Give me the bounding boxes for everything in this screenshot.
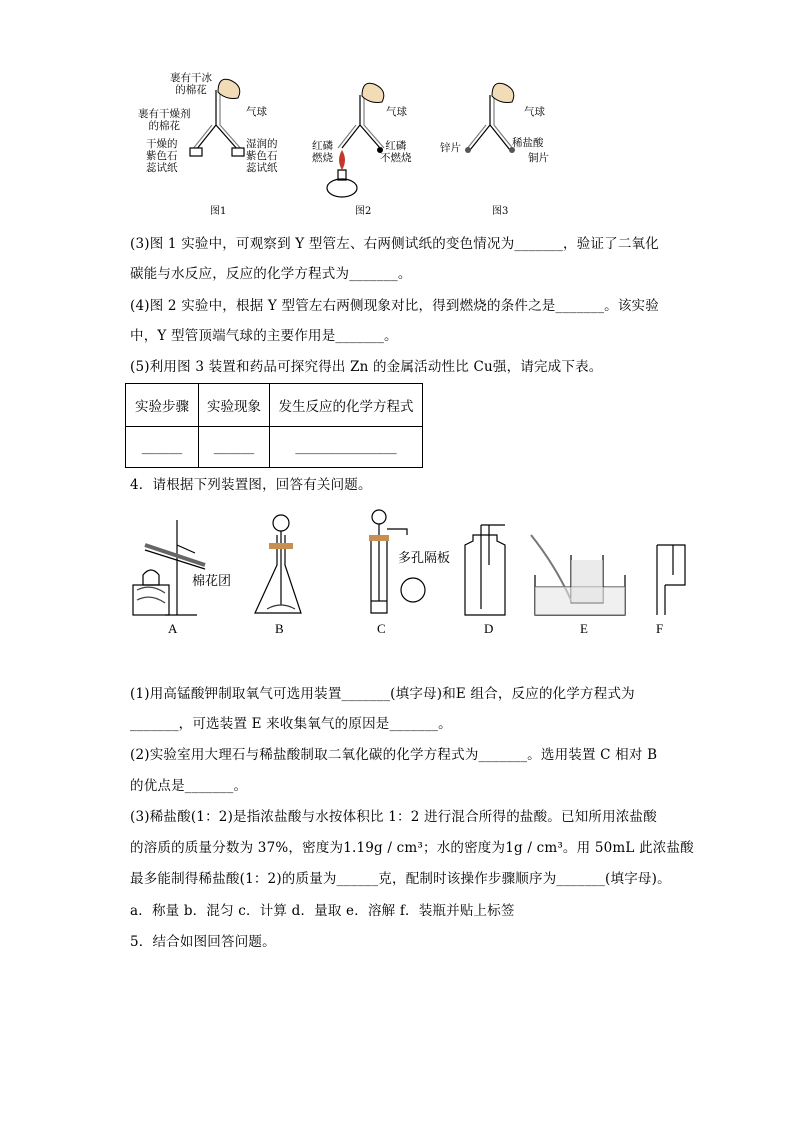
table-cell-blank[interactable]: _______________ [270,427,423,468]
label-wet-litmus: 湿润的 紫色石 蕊试纸 [246,138,278,174]
q4-part2-line2: 的优点是_______。 [130,778,248,794]
answer-table [125,383,423,468]
label-red-phosphorus-not-burning: 红磷 不燃烧 [380,140,412,164]
label-cotton-ball: 棉花团 [192,574,232,589]
apparatus-label-f: F [656,621,664,636]
apparatus-label-a: A [168,621,178,636]
label-dry-litmus: 干燥的 紫色石 蕊试纸 [146,138,178,174]
apparatus-label-d: D [484,621,494,636]
flame-icon [339,150,345,170]
label-dilute-hcl: 稀盐酸 [512,137,544,149]
label-dry-ice-cotton: 裹有干冰 的棉花 [170,72,212,96]
label-desiccant-cotton: 裹有干燥剂 的棉花 [138,108,191,132]
table-cell-blank[interactable]: ______ [199,427,270,468]
q4-part3-line3: 最多能制得稀盐酸(1：2)的质量为______克，配制时该操作步骤顺序为_______(填字母)。 [130,871,671,887]
caption-fig1: 图1 [210,206,227,217]
label-porous-plate: 多孔隔板 [398,551,451,566]
q4-part2-line1: (2)实验室用大理石与稀盐酸制取二氧化碳的化学方程式为_______。选用装置 C 相对 B [130,747,658,763]
caption-fig3: 图3 [492,206,509,217]
label-balloon-2: 气球 [386,106,407,118]
q4-part1-line2: _______，可选装置 E 来收集氧气的原因是_______。 [130,716,452,732]
q4-part3-line1: (3)稀盐酸(1：2)是指浓盐酸与水按体积比 1：2 进行混合所得的盐酸。已知所用浓盐酸 [130,809,657,825]
balloon-icon [218,79,240,98]
label-zinc: 锌片 [440,142,461,154]
balloon-icon [492,83,514,102]
caption-fig2: 图2 [355,206,372,217]
q3-part3-line2: 碳能与水反应，反应的化学方程式为_______。 [130,266,412,282]
q5-title: 5．结合如图回答问题。 [130,934,276,950]
balloon-icon [362,83,384,102]
q4-options: a．称量 b．混匀 c．计算 d．量取 e．溶解 f．装瓶并贴上标签 [130,903,515,919]
table-cell-blank[interactable]: ______ [126,427,199,468]
table-header: 实验现象 [199,384,270,427]
label-copper: 铜片 [528,152,549,164]
q3-part5-line1: (5)利用图 3 装置和药品可探究得出 Zn 的金属活动性比 Cu强，请完成下表。 [130,359,603,375]
apparatus-label-e: E [580,621,588,636]
q3-part4-line1: (4)图 2 实验中，根据 Y 型管左右两侧现象对比，得到燃烧的条件之是_______。该实验 [130,298,659,314]
label-balloon-3: 气球 [524,106,545,118]
q4-part1-line1: (1)用高锰酸钾制取氧气可选用装置_______(填字母)和E 组合，反应的化学方程式为 [130,686,635,702]
q4-title: 4．请根据下列装置图，回答有关问题。 [130,477,372,493]
q4-part3-line2: 的溶质的质量分数为 37%，密度为1.19g / cm³；水的密度为1g / cm³。用 50mL 此浓盐酸 [130,840,694,856]
label-red-phosphorus-burning: 红磷 燃烧 [312,140,333,164]
table-header: 发生反应的化学方程式 [270,384,423,427]
table-header: 实验步骤 [126,384,199,427]
apparatus-label-b: B [275,621,284,636]
apparatus-label-c: C [377,621,386,636]
label-balloon-1: 气球 [246,106,267,118]
q3-part3-line1: (3)图 1 实验中，可观察到 Y 型管左、右两侧试纸的变色情况为_______，验证了二氧化 [130,236,659,252]
q3-part4-line2: 中，Y 型管顶端气球的主要作用是_______。 [130,328,398,344]
